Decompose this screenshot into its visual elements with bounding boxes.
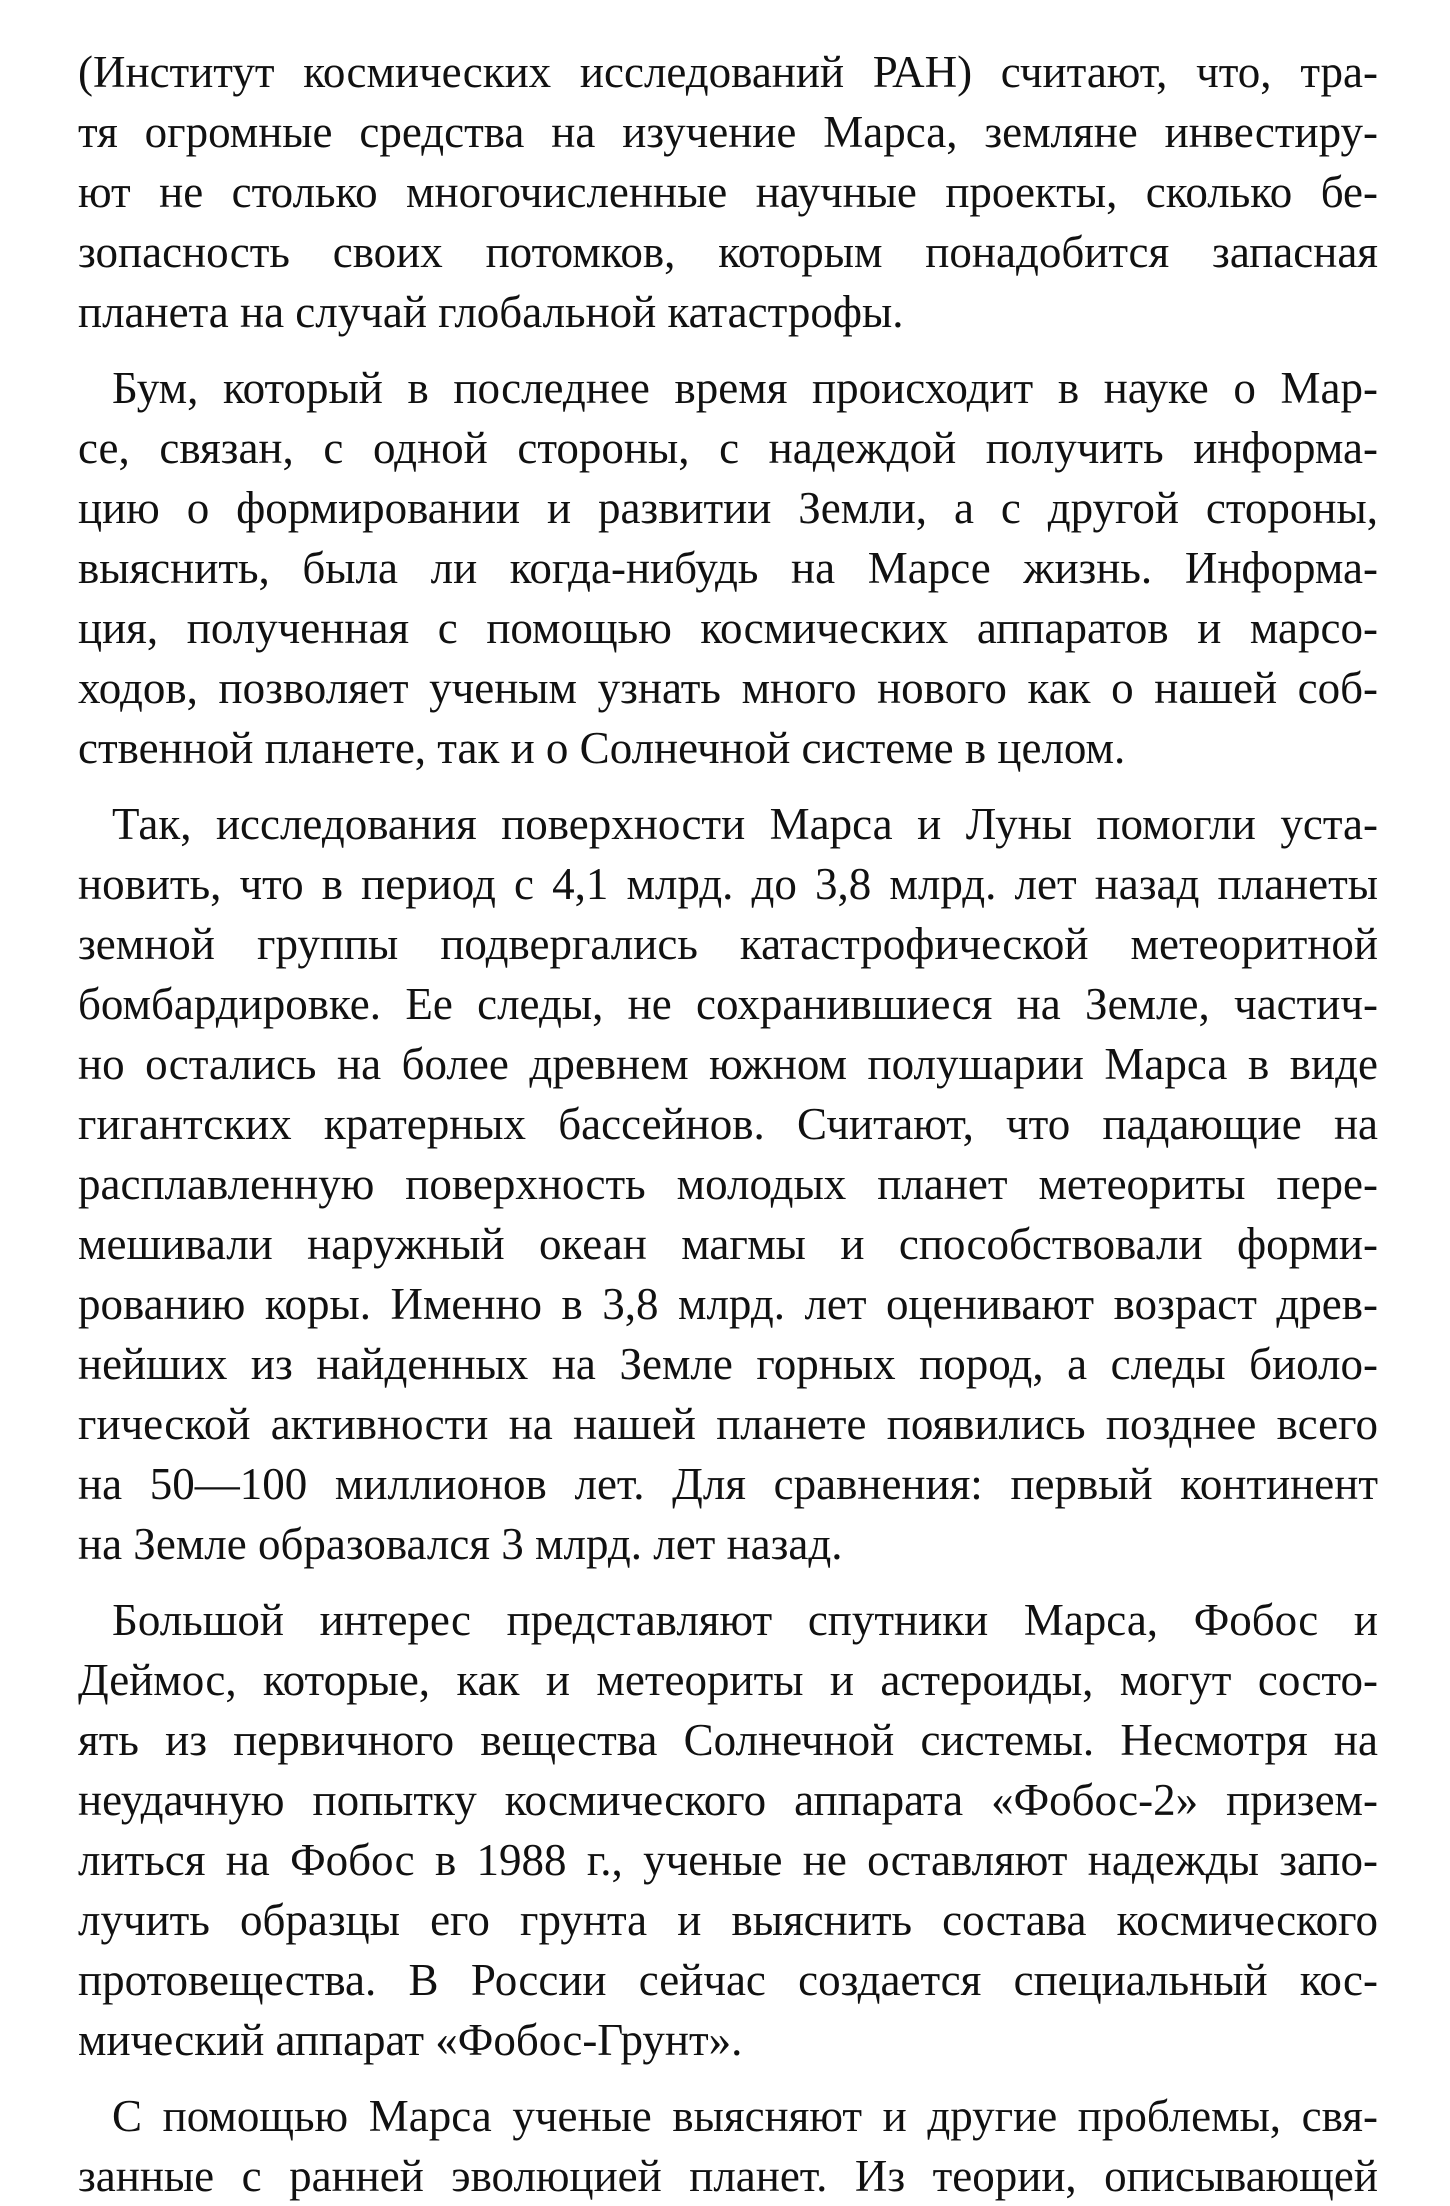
paragraph [0, 358, 1450, 778]
text-line: ственной планете, так и о Солнечной системе в целом. [78, 723, 1126, 773]
text-line: цию о формировании и развитии Земли, а с другой стороны, [78, 483, 1378, 533]
text-line: лучить образцы его грунта и выяснить состава космического [78, 1895, 1378, 1945]
text-line: зопасность своих потомков, которым понадобится запасная [78, 227, 1378, 277]
text-line: но остались на более древнем южном полушарии Марса в виде [78, 1039, 1378, 1089]
text-line: Так, исследования поверхности Марса и Луны помогли уста- [112, 799, 1378, 849]
text-line: планета на случай глобальной катастрофы. [78, 287, 904, 337]
text-line: С помощью Марса ученые выясняют и другие проблемы, свя- [112, 2091, 1378, 2141]
text-line: рованию коры. Именно в 3,8 млрд. лет оценивают возраст древ- [78, 1279, 1378, 1329]
text-line: неудачную попытку космического аппарата «Фобос-2» призем- [78, 1775, 1378, 1825]
text-line: мический аппарат «Фобос-Грунт». [78, 2015, 743, 2065]
text-line: мешивали наружный океан магмы и способствовали форми- [78, 1219, 1378, 1269]
paragraph [0, 42, 1450, 342]
text-line: се, связан, с одной стороны, с надеждой получить информа- [78, 423, 1378, 473]
text-line: Большой интерес представляют спутники Марса, Фобос и [112, 1595, 1378, 1645]
paragraph [0, 2086, 1450, 2206]
text-line: на 50—100 миллионов лет. Для сравнения: первый континент [78, 1459, 1378, 1509]
text-line: протовещества. В России сейчас создается специальный кос- [78, 1955, 1378, 2005]
text-line: гической активности на нашей планете появились позднее всего [78, 1399, 1378, 1449]
text-line: нейших из найденных на Земле горных пород, а следы биоло- [78, 1339, 1378, 1389]
text-line: расплавленную поверхность молодых планет метеориты пере- [78, 1159, 1378, 1209]
text-line: занные с ранней эволюцией планет. Из теории, описывающей [78, 2151, 1378, 2201]
text-line: ходов, позволяет ученым узнать много нового как о нашей соб- [78, 663, 1378, 713]
text-line: литься на Фобос в 1988 г., ученые не оставляют надежды запо- [78, 1835, 1378, 1885]
text-line: ять из первичного вещества Солнечной системы. Несмотря на [78, 1715, 1378, 1765]
text-line: ют не столько многочисленные научные проекты, сколько бе- [78, 167, 1378, 217]
text-line: земной группы подвергались катастрофической метеоритной [78, 919, 1378, 969]
text-line: бомбардировке. Ее следы, не сохранившиеся на Земле, частич- [78, 979, 1378, 1029]
text-line: выяснить, была ли когда-нибудь на Марсе жизнь. Информа- [78, 543, 1378, 593]
text-line: Деймос, которые, как и метеориты и астероиды, могут состо- [78, 1655, 1378, 1705]
text-line: новить, что в период с 4,1 млрд. до 3,8 млрд. лет назад планеты [78, 859, 1378, 909]
paragraph [0, 794, 1450, 1574]
text-line: гигантских кратерных бассейнов. Считают, что падающие на [78, 1099, 1378, 1149]
text-line: ция, полученная с помощью космических аппаратов и марсо- [78, 603, 1378, 653]
text-line: Бум, который в последнее время происходит в науке о Мар- [112, 363, 1378, 413]
text-line: тя огромные средства на изучение Марса, земляне инвестиру- [78, 107, 1378, 157]
text-line: на Земле образовался 3 млрд. лет назад. [78, 1519, 843, 1569]
text-line: (Институт космических исследований РАН) считают, что, тра- [78, 47, 1378, 97]
paragraph [0, 1590, 1450, 2070]
